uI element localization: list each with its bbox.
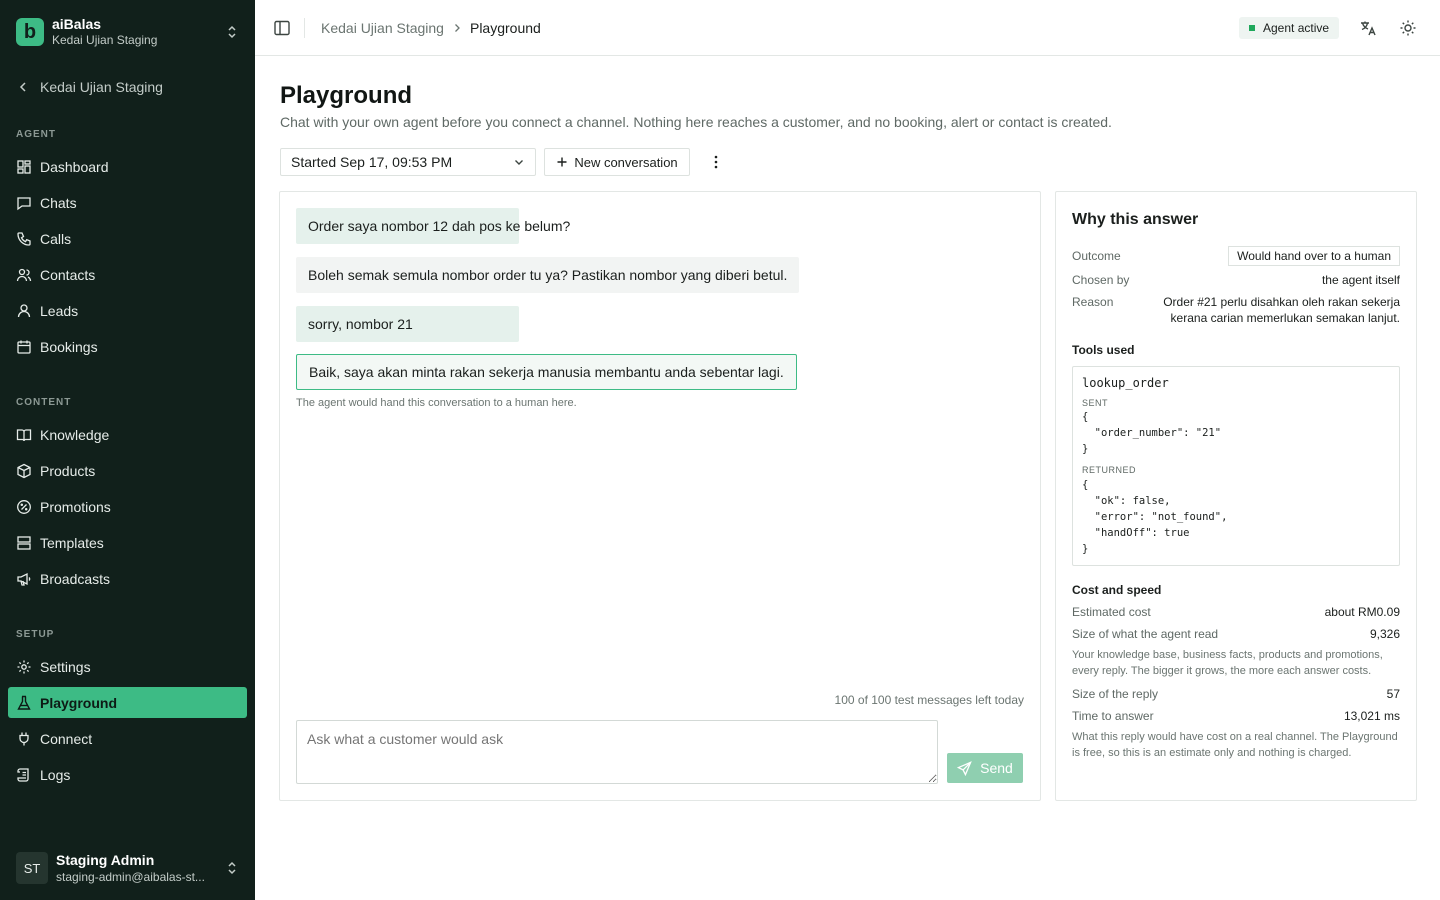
sidebar-item-chats[interactable] <box>8 187 247 218</box>
sidebar-item-label: Products <box>40 462 96 479</box>
chevron-down-icon <box>513 156 525 168</box>
new-conversation-button[interactable] <box>544 148 690 176</box>
plus-icon <box>556 156 568 168</box>
user-name: Staging Admin <box>56 851 155 868</box>
code-line: } <box>1082 443 1089 455</box>
code-line: { <box>1082 411 1089 423</box>
message-quota: 100 of 100 test messages left today <box>834 693 1024 707</box>
sidebar <box>0 0 255 900</box>
avatar: ST <box>16 852 48 884</box>
section-label-agent: AGENT <box>16 129 56 140</box>
sidebar-item-label: Templates <box>40 534 104 551</box>
tools-section-title: Tools used <box>1072 343 1135 357</box>
code-line: "ok": false, <box>1082 495 1171 507</box>
reason-label: Reason <box>1072 295 1114 309</box>
more-options-button[interactable] <box>706 152 726 172</box>
sidebar-item-templates[interactable] <box>8 527 247 558</box>
sidebar-item-knowledge[interactable] <box>8 419 247 450</box>
sidebar-item-bookings[interactable] <box>8 331 247 362</box>
gear-icon <box>16 659 32 675</box>
user-menu[interactable] <box>16 848 239 888</box>
conversation-select[interactable] <box>280 148 536 176</box>
sidebar-item-calls[interactable] <box>8 223 247 254</box>
phone-icon <box>16 231 32 247</box>
sidebar-item-connect[interactable] <box>8 723 247 754</box>
sidebar-item-label: Settings <box>40 658 91 675</box>
sidebar-item-label: Logs <box>40 766 71 783</box>
flask-icon <box>16 695 32 711</box>
code-line: { <box>1082 479 1089 491</box>
book-open-icon <box>16 427 32 443</box>
status-dot <box>1249 25 1255 31</box>
plug-icon <box>16 731 32 747</box>
reason-value-line2: kerana carian memerlukan semakan lanjut. <box>1170 311 1400 325</box>
outcome-badge: Would hand over to a human <box>1228 246 1400 266</box>
read-size-label: Size of what the agent read <box>1072 627 1219 641</box>
conversation-select-value: Started Sep 17, 09:53 PM <box>291 154 453 170</box>
read-size-note: Your knowledge base, business facts, products and promotions, every reply. The bigger it grows, the more each answer costs. <box>1072 649 1383 677</box>
code-line: "order_number": "21" <box>1082 427 1222 439</box>
why-this-answer-panel <box>1055 191 1417 801</box>
top-header <box>255 0 1440 56</box>
agent-message: Boleh semak semula nombor order tu ya? Pastikan nombor yang diberi betul. <box>296 257 799 293</box>
outcome-label: Outcome <box>1072 249 1121 263</box>
sidebar-item-label: Promotions <box>40 498 111 515</box>
code-line: "error": "not_found", <box>1082 511 1228 523</box>
sidebar-toggle-icon[interactable] <box>273 19 291 37</box>
dashboard-icon <box>16 159 32 175</box>
workspace-switcher[interactable] <box>16 14 239 50</box>
chat-panel <box>279 191 1041 801</box>
chosen-by-value: the agent itself <box>1321 273 1400 287</box>
sidebar-item-label: Contacts <box>40 266 96 283</box>
sidebar-item-dashboard[interactable] <box>8 151 247 182</box>
calendar-icon <box>16 339 32 355</box>
app-name: aiBalas <box>52 16 102 32</box>
back-to-workspace-link[interactable] <box>16 76 163 98</box>
percent-badge-icon <box>16 499 32 515</box>
new-conversation-label: New conversation <box>574 154 678 170</box>
send-icon <box>957 761 972 776</box>
code-line: } <box>1082 543 1089 555</box>
sun-icon[interactable] <box>1399 19 1417 37</box>
cost-footer-note: What this reply would have cost on a real channel. The Playground is free, so this is an estimate only and nothing is charged. <box>1072 731 1398 759</box>
more-vertical-icon <box>714 155 718 169</box>
package-icon <box>16 463 32 479</box>
user-message: sorry, nombor 21 <box>296 306 519 342</box>
page-description: Chat with your own agent before you connect a channel. Nothing here reaches a customer, and no booking, alert or contact is created. <box>280 114 1112 130</box>
status-badge-label: Agent active <box>1263 21 1330 35</box>
scroll-icon <box>16 767 32 783</box>
section-label-content: CONTENT <box>16 397 72 408</box>
sidebar-item-playground[interactable] <box>8 687 247 718</box>
reply-size-value: 57 <box>1386 687 1400 701</box>
sidebar-item-label: Connect <box>40 730 93 747</box>
sidebar-item-label: Leads <box>40 302 79 319</box>
time-to-answer-label: Time to answer <box>1072 709 1154 723</box>
sidebar-item-label: Chats <box>40 194 77 211</box>
code-line: "handOff": true <box>1082 527 1190 539</box>
time-to-answer-value: 13,021 ms <box>1343 709 1400 723</box>
reason-value-line1: Order #21 perlu disahkan oleh rakan sekerja <box>1163 295 1400 309</box>
template-icon <box>16 535 32 551</box>
read-size-value: 9,326 <box>1369 627 1400 641</box>
chevron-right-icon <box>452 23 462 33</box>
sidebar-item-label: Playground <box>40 694 118 711</box>
breadcrumb <box>321 18 541 38</box>
handoff-note: The agent would hand this conversation to a human here. <box>296 397 577 409</box>
back-link-label: Kedai Ujian Staging <box>40 79 163 95</box>
translate-icon[interactable] <box>1359 19 1377 37</box>
send-label: Send <box>980 760 1013 776</box>
workspace-name: Kedai Ujian Staging <box>52 33 158 47</box>
status-badge <box>1239 17 1339 39</box>
sidebar-item-broadcasts[interactable] <box>8 563 247 594</box>
sidebar-item-promotions[interactable] <box>8 491 247 522</box>
chevron-updown-icon <box>225 860 239 876</box>
megaphone-icon <box>16 571 32 587</box>
chat-bubble-icon <box>16 195 32 211</box>
panel-title: Why this answer <box>1072 211 1199 228</box>
estimated-cost-label: Estimated cost <box>1072 605 1151 619</box>
estimated-cost-value: about RM0.09 <box>1324 605 1400 619</box>
divider <box>304 18 305 38</box>
message-input[interactable] <box>296 720 938 784</box>
user-message: Order saya nombor 12 dah pos ke belum? <box>296 208 519 244</box>
breadcrumb-current: Playground <box>469 20 541 36</box>
breadcrumb-parent[interactable]: Kedai Ujian Staging <box>321 20 444 36</box>
reply-size-label: Size of the reply <box>1072 687 1159 701</box>
section-label-setup: SETUP <box>16 629 55 640</box>
sidebar-item-leads[interactable] <box>8 295 247 326</box>
sent-caption: SENT <box>1082 398 1109 408</box>
chevron-left-icon <box>16 80 30 94</box>
page-title: Playground <box>280 82 413 109</box>
sidebar-item-label: Dashboard <box>40 158 109 175</box>
cost-section-title: Cost and speed <box>1072 583 1162 597</box>
chevron-updown-icon <box>225 24 239 40</box>
sidebar-item-contacts[interactable] <box>8 259 247 290</box>
agent-handoff-message: Baik, saya akan minta rakan sekerja manusia membantu anda sebentar lagi. <box>296 354 797 390</box>
brand-logo: b <box>16 18 44 46</box>
send-button[interactable] <box>947 753 1023 783</box>
sidebar-item-label: Calls <box>40 230 72 247</box>
sidebar-item-products[interactable] <box>8 455 247 486</box>
sidebar-item-settings[interactable] <box>8 651 247 682</box>
tool-name: lookup_order <box>1082 376 1169 390</box>
chosen-by-label: Chosen by <box>1072 273 1130 287</box>
sidebar-item-logs[interactable] <box>8 759 247 790</box>
tool-call-card <box>1072 366 1400 566</box>
users-icon <box>16 267 32 283</box>
sidebar-item-label: Bookings <box>40 338 98 355</box>
user-icon <box>16 303 32 319</box>
user-email: staging-admin@aibalas-st... <box>56 869 205 884</box>
sidebar-item-label: Broadcasts <box>40 570 111 587</box>
returned-caption: RETURNED <box>1082 465 1137 475</box>
sidebar-item-label: Knowledge <box>40 426 110 443</box>
